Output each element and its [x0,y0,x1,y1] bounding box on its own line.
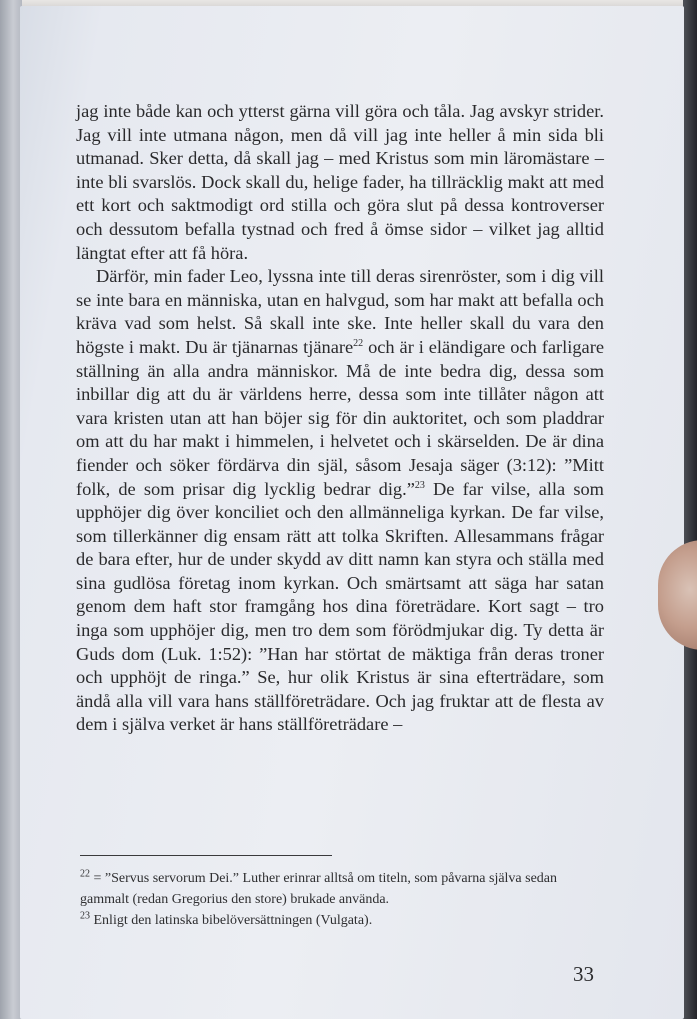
book-page [20,6,684,1019]
footnote-number: 22 [80,868,90,880]
paragraph-2 [76,265,604,737]
footnotes [80,868,608,931]
body-text [76,100,604,737]
footnote-number: 23 [80,910,90,922]
footnote-22 [80,868,608,910]
text-segment: jag inte både kan och ytterst gärna vill göra och tåla. Jag avskyr strider. Jag vill inte utmana någon, men då vill jag inte heller å min sida bli utmanad. Sker detta, då skall jag – med Kristus som min läromästare – inte bli svarslös. Dock skall du, helige fader, ha tillräcklig makt att med ett kort och saktmodigt ord stilla och göra slut på dessa kontroverser och dessutom befalla tystnad och fred å ömse sidor – vilket jag alltid längtat efter att få höra. [76,101,604,263]
text-segment: och är i eländigare och farligare ställning än alla andra människor. Må de inte bedra dig, dessa som inbillar dig att du är världens herre, dessa som inte tillåter någon att vara kristen utan att han böjer sig för din auktoritet, och som pladdrar om att du har makt i himmelen, i helvetet och i skärselden. De är dina fiender och söker fördärva din själ, såsom Jesaja säger (3:12): ”Mitt folk, de som prisar dig lycklig bedrar dig.” [76,336,604,499]
text-segment: De far vilse, alla som upphöjer dig över konciliet och den allmänneliga kyrkan. De far vilse, som tillerkänner dig ensam rätt att tolka Skriften. Allesammans frågar de bara efter, hur de under skydd av ditt namn kan styra och ställa med sina gudlösa företag inom kyrkan. Och smärtsamt att säga har satan genom dem haft stor framgång hos dina företrädare. Kort sagt – tro inga som upphöjer dig, men tro dem som förödmjukar dig. Ty detta är Guds dom (Luk. 1:52): ”Han har störtat de mäktiga från deras troner och upphöjt de ringa.” Se, hur olik Kristus är sina efterträdare, som ändå alla vill vara hans ställföreträdare. Och jag fruktar att de flesta av dem i själva verket är hans ställföreträdare – [76,478,604,735]
previous-page-edge [0,0,22,1019]
footnote-ref-22: 22 [353,337,364,349]
footnote-text: Enligt den latinska bibelöversättningen (Vulgata). [90,913,373,928]
footnote-divider [80,855,332,856]
page-number: 33 [573,962,594,986]
paragraph-1 [76,100,604,265]
text-segment: Därför, min fader Leo, lyssna inte till deras sirenröster, som i dig vill se inte bara en människa, utan en halvgud, som har makt att befalla och kräva vad som helst. Så skall inte ske. Inte heller skall du vara den högste i makt. Du är tjänarnas tjänare [76,266,604,357]
footnote-ref-23: 23 [414,479,425,491]
footnote-23 [80,910,608,931]
book-cover-edge [683,0,697,1019]
footnote-text: = ”Servus servorum Dei.” Luther erinrar alltså om titeln, som påvarna själva sedan gammalt (redan Gregorius den store) brukade använda. [80,871,558,907]
